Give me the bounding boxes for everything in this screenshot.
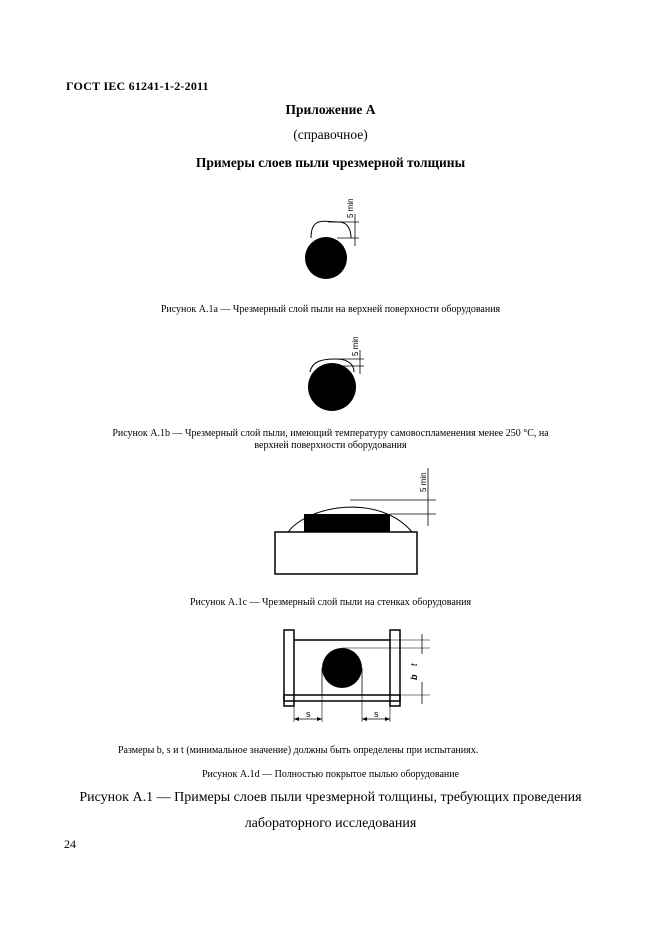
equipment-circle — [308, 363, 356, 411]
document-header: ГОСТ IEC 61241-1-2-2011 — [66, 79, 209, 93]
arrow — [385, 717, 390, 721]
figure-a1c-caption: Рисунок А.1с — Чрезмерный слой пыли на стенках оборудования — [189, 597, 472, 608]
appendix-heading: Примеры слоев пыли чрезмерной толщины — [195, 155, 466, 170]
dust-layer-outline — [311, 221, 351, 238]
figure-a1a-caption: Рисунок А.1а — Чрезмерный слой пыли на верхней поверхности оборудования — [160, 304, 501, 315]
figure-a1d-note: Размеры b, s и t (минимальное значение) должны быть определены при испытаниях. — [118, 745, 479, 756]
appendix-subtitle: (справочное) — [293, 127, 368, 142]
page-number: 24 — [64, 837, 76, 851]
equipment-top-block — [304, 514, 390, 532]
dim-label: 5 min — [351, 336, 360, 356]
arrow — [294, 717, 299, 721]
arrow — [317, 717, 322, 721]
figure-a1c-diagram — [270, 464, 440, 579]
label-t: t — [409, 663, 419, 666]
figure-a1a-diagram — [295, 188, 375, 283]
figure-a1b-caption-line1: Рисунок А.1b — Чрезмерный слой пыли, имеющий температуру самовоспламенения менее 250 °С, на — [112, 428, 549, 439]
equipment-circle — [305, 237, 347, 279]
label-s-left: s — [306, 709, 311, 719]
label-s-right: s — [374, 709, 379, 719]
base-plate — [284, 695, 400, 701]
figure-a1-caption-line2: лабораторного исследования — [244, 816, 417, 831]
figure-a1d-caption: Рисунок А.1d — Полностью покрытое пылью оборудование — [201, 769, 460, 780]
dim-label: 5 min — [346, 198, 355, 218]
arrow — [362, 717, 367, 721]
label-b: b — [409, 674, 419, 680]
figure-a1d-diagram — [280, 626, 440, 730]
appendix-title: Приложение А — [285, 102, 376, 117]
equipment-base — [275, 532, 417, 574]
equipment-circle — [322, 648, 362, 688]
figure-a1-caption-line1: Рисунок А.1 — Примеры слоев пыли чрезмерной толщины, требующих проведения — [79, 790, 582, 805]
figure-a1b-caption-line2: верхней поверхности оборудования — [254, 440, 407, 451]
dim-label: 5 min — [419, 472, 428, 492]
figure-a1b-diagram — [298, 322, 378, 417]
